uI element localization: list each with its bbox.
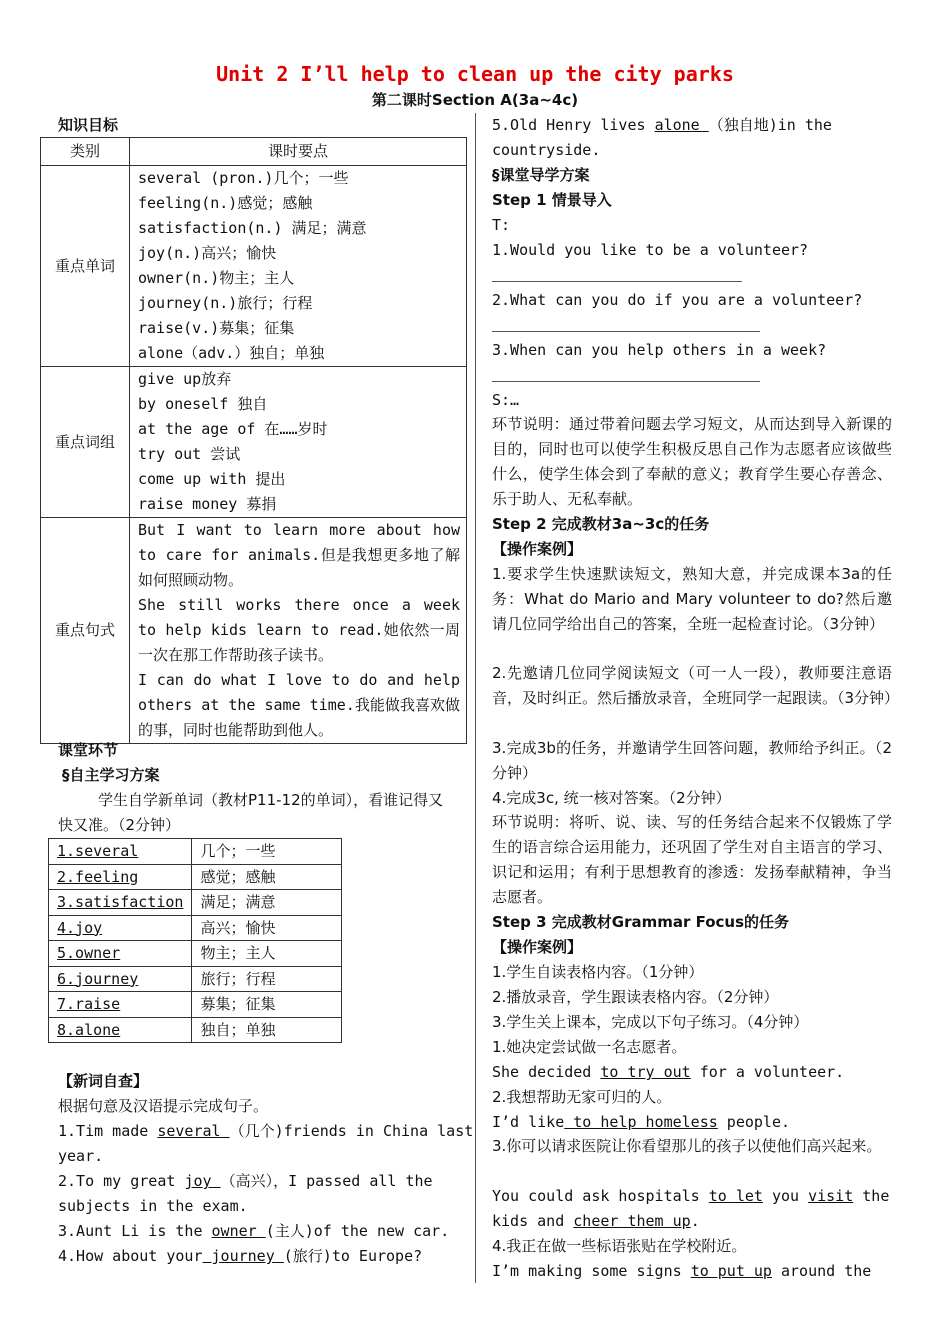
step-2-note: 环节说明：将听、说、读、写的任务结合起来不仅锻炼了学生的语言综合运用能力，还巩固了学生对自主语言的学习、识记和运用；有利于思想教育的渗透：发扬奉献精神，争当志愿者。 xyxy=(492,813,892,906)
list-item: She still works there once a week to help kids learn to read.她依然一周一次在那工作帮助孩子读书。 xyxy=(138,596,460,664)
knowledge-table xyxy=(40,137,467,744)
exercise-3-cont: kids and cheer them up. xyxy=(492,1212,700,1230)
step-2-item-1: 1.要求学生快速默读短文，熟知大意，并完成课本3a的任务：What do Mario and Mary volunteer to do?然后邀请几位同学给出自己的答案，全班一起检查讨论。（3分钟） xyxy=(492,565,892,633)
vocab-word: 4.joy xyxy=(49,915,192,941)
step-2-item-4: 4.完成3c, 统一核对答案。（2分钟） xyxy=(492,789,731,807)
self-check-instruction: 根据句意及汉语提示完成句子。 xyxy=(58,1097,269,1115)
answer-blank: to let xyxy=(708,1187,763,1205)
step-1-title: Step 1 情景导入 xyxy=(492,191,612,209)
vocab-word: 5.owner xyxy=(49,941,192,967)
table-row xyxy=(41,166,467,367)
table-row xyxy=(49,1017,342,1043)
table-header-row xyxy=(41,138,467,166)
answer-line xyxy=(492,381,760,382)
vocab-word: 6.journey xyxy=(49,966,192,992)
step-3-item-3: 3.学生关上课本，完成以下句子练习。（4分钟） xyxy=(492,1013,809,1031)
list-item: come up with 提出 xyxy=(138,470,286,488)
vocab-word: 7.raise xyxy=(49,992,192,1018)
table-row xyxy=(49,966,342,992)
list-item: give up放弃 xyxy=(138,370,232,388)
step-2-title: Step 2 完成教材3a~3c的任务 xyxy=(492,515,710,533)
answer-blank: alone xyxy=(654,116,709,134)
list-item: I can do what I love to do and help others at the same time.我能做我喜欢做的事，同时也能帮助到他人。 xyxy=(138,671,460,739)
answer-blank: journey xyxy=(202,1247,284,1265)
answer-line xyxy=(492,331,760,332)
table-row xyxy=(49,992,342,1018)
vocab-meaning: 感觉；感触 xyxy=(192,864,342,890)
category-cell: 重点句式 xyxy=(41,518,130,744)
vocab-meaning: 独自；单独 xyxy=(192,1017,342,1043)
class-heading: 课堂环节 xyxy=(58,741,119,759)
warmup-question-1: 1.Would you like to be a volunteer? xyxy=(492,241,809,259)
col-points: 课时要点 xyxy=(130,138,467,166)
table-row xyxy=(49,839,342,865)
vocab-meaning: 物主；主人 xyxy=(192,941,342,967)
answer-blank: to help homeless xyxy=(564,1113,718,1131)
answer-blank: to try out xyxy=(600,1063,691,1081)
question-2-cont: subjects in the exam. xyxy=(58,1197,248,1215)
self-study-intro: 学生自学新单词（教材P11-12的单词），看谁记得又快又准。（2分钟） xyxy=(58,791,444,834)
exercise-2: I’d like to help homeless people. xyxy=(492,1113,791,1131)
answer-blank: to put up xyxy=(690,1262,772,1280)
answer-blank: several xyxy=(157,1122,230,1140)
page-title: Unit 2 I’ll help to clean up the city parks xyxy=(216,62,734,86)
knowledge-heading: 知识目标 xyxy=(58,116,119,134)
vocab-table xyxy=(48,838,342,1043)
exercise-1: She decided to try out for a volunteer. xyxy=(492,1063,845,1081)
answer-blank: visit xyxy=(808,1187,854,1205)
table-row xyxy=(49,941,342,967)
question-2: 2.To my great joy （高兴），I passed all the xyxy=(58,1172,433,1190)
vocab-word: 3.satisfaction xyxy=(49,890,192,916)
step-1-note: 环节说明：通过带着问题去学习短文，从而达到导入新课的目的，同时也可以使学生积极反思自己作为志愿者应该做些什么，使学生体会到了奉献的意义；教育学生要心存善念、乐于助人、无私奉献。 xyxy=(492,415,892,508)
warmup-question-2: 2.What can you do if you are a volunteer? xyxy=(492,291,863,309)
answer-blank: joy xyxy=(184,1172,221,1190)
question-5-cont: countryside. xyxy=(492,141,601,159)
list-item: raise(v.)募集；征集 xyxy=(138,319,295,337)
points-cell xyxy=(130,367,467,518)
vocab-meaning: 几个；一些 xyxy=(192,839,342,865)
warmup-question-3: 3.When can you help others in a week? xyxy=(492,341,827,359)
list-item: But I want to learn more about how to care for animals.但是我想更多地了解如何照顾动物。 xyxy=(138,521,460,589)
exercise-2-cn: 2.我想帮助无家可归的人。 xyxy=(492,1088,672,1106)
points-cell xyxy=(130,518,467,744)
list-item: satisfaction(n.) 满足；满意 xyxy=(138,219,367,237)
student-label: S:… xyxy=(492,391,520,409)
list-item: raise money 募捐 xyxy=(138,495,277,513)
category-cell: 重点单词 xyxy=(41,166,130,367)
list-item: by oneself 独自 xyxy=(138,395,268,413)
answer-line xyxy=(492,281,742,282)
points-cell xyxy=(130,166,467,367)
table-row xyxy=(49,915,342,941)
step-3-title: Step 3 完成教材Grammar Focus的任务 xyxy=(492,913,790,931)
self-check-heading: 【新词自查】 xyxy=(58,1072,149,1090)
step-2-item-3: 3.完成3b的任务，并邀请学生回答问题，教师给予纠正。（2分钟） xyxy=(492,739,892,782)
step-2-item-2: 2.先邀请几位同学阅读短文（可一人一段），教师要注意语音，及时纠正。然后播放录音，全班同学一起跟读。（3分钟） xyxy=(492,664,900,707)
col-category: 类别 xyxy=(41,138,130,166)
question-1-cont: year. xyxy=(58,1147,104,1165)
step-3-item-2: 2.播放录音，学生跟读表格内容。（2分钟） xyxy=(492,988,779,1006)
question-4: 4.How about your journey (旅行)to Europe? xyxy=(58,1247,423,1265)
table-row xyxy=(41,518,467,744)
category-cell: 重点词组 xyxy=(41,367,130,518)
vocab-meaning: 满足；满意 xyxy=(192,890,342,916)
table-row xyxy=(49,864,342,890)
list-item: at the age of 在……岁时 xyxy=(138,420,328,438)
vocab-meaning: 募集；征集 xyxy=(192,992,342,1018)
column-divider xyxy=(475,113,476,1283)
vocab-word: 2.feeling xyxy=(49,864,192,890)
vocab-word: 8.alone xyxy=(49,1017,192,1043)
exercise-4: I’m making some signs to put up around the xyxy=(492,1262,872,1280)
list-item: joy(n.)高兴；愉快 xyxy=(138,244,277,262)
exercise-3: You could ask hospitals to let you visit the xyxy=(492,1187,890,1205)
table-row xyxy=(41,367,467,518)
question-3: 3.Aunt Li is the owner (主人)of the new car. xyxy=(58,1222,450,1240)
case-heading-3: 【操作案例】 xyxy=(492,938,583,956)
vocab-meaning: 高兴；愉快 xyxy=(192,915,342,941)
list-item: journey(n.)旅行；行程 xyxy=(138,294,313,312)
question-5: 5.Old Henry lives alone （独自地)in the xyxy=(492,116,832,134)
case-heading: 【操作案例】 xyxy=(492,540,583,558)
self-study-title: §自主学习方案 xyxy=(62,766,160,784)
exercise-1-cn: 1.她决定尝试做一名志愿者。 xyxy=(492,1038,687,1056)
list-item: alone（adv.）独自；单独 xyxy=(138,344,325,362)
exercise-3-cn: 3.你可以请求医院让你看望那儿的孩子以使他们高兴起来。 xyxy=(492,1137,882,1155)
page-subtitle: 第二课时Section A(3a~4c) xyxy=(371,91,579,109)
vocab-meaning: 旅行；行程 xyxy=(192,966,342,992)
guide-heading: §课堂导学方案 xyxy=(492,166,590,184)
table-row xyxy=(49,890,342,916)
vocab-word: 1.several xyxy=(49,839,192,865)
question-1: 1.Tim made several （几个)friends in China last xyxy=(58,1122,474,1140)
answer-blank: cheer them up xyxy=(573,1212,691,1230)
list-item: several (pron.)几个；一些 xyxy=(138,169,349,187)
list-item: owner(n.)物主；主人 xyxy=(138,269,295,287)
exercise-4-cn: 4.我正在做一些标语张贴在学校附近。 xyxy=(492,1237,747,1255)
list-item: feeling(n.)感觉；感触 xyxy=(138,194,313,212)
list-item: try out 尝试 xyxy=(138,445,241,463)
answer-blank: owner xyxy=(211,1222,266,1240)
teacher-label: T: xyxy=(492,216,511,234)
step-3-item-1: 1.学生自读表格内容。（1分钟） xyxy=(492,963,704,981)
